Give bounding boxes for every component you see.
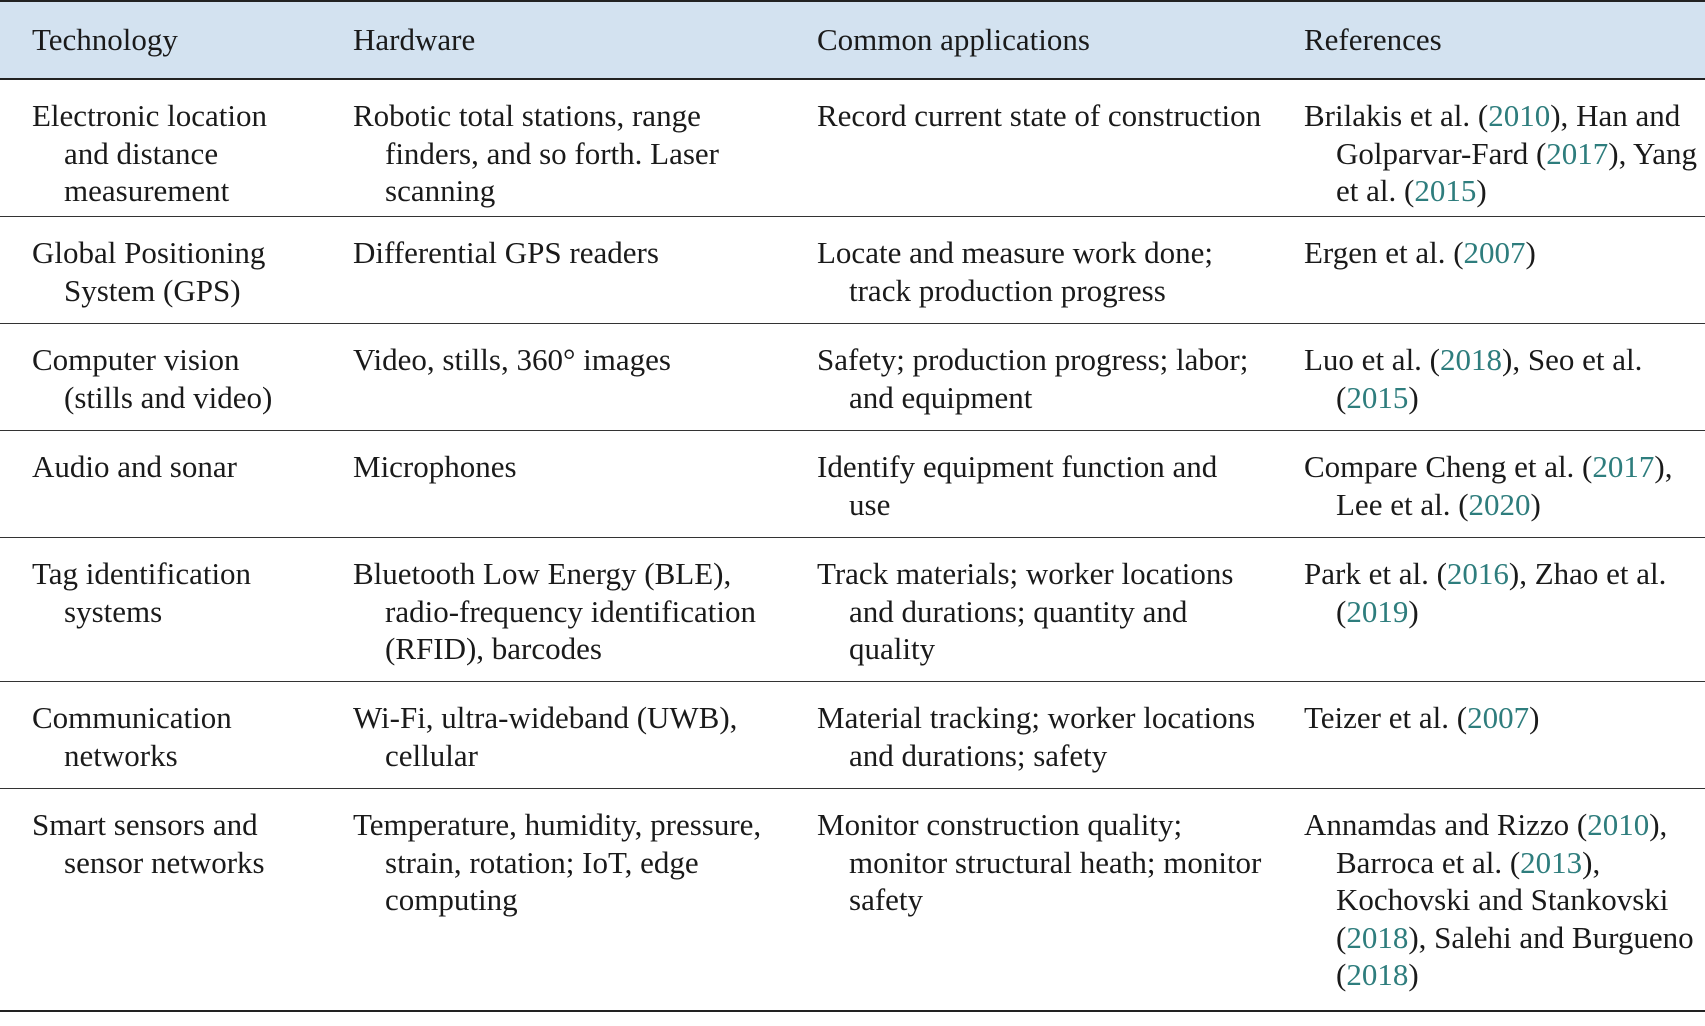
header-hardware: Hardware [353,22,476,58]
cell-applications [785,79,1272,217]
cell-hardware [321,324,785,431]
reference-year-link[interactable]: 2015 [1346,379,1409,415]
reference-close: ) [1408,593,1419,629]
reference-author: Park et al. ( [1304,556,1447,591]
cell-technology [0,682,321,789]
cell-hardware-text: Microphones [353,449,517,484]
reference-author: Annamdas and Rizzo ( [1304,807,1588,842]
cell-references [1272,431,1705,538]
cell-applications-text: Identify equipment function and use [817,449,1218,522]
cell-technology [0,217,321,324]
cell-hardware [321,79,785,217]
cell-applications-text: Record current state of construction [817,98,1262,133]
reference-year-link[interactable]: 2015 [1414,173,1477,208]
cell-applications-text: Material tracking; worker locations and durations; safety [817,700,1256,773]
header-references: References [1304,22,1442,58]
reference-year-link[interactable]: 2019 [1346,593,1409,629]
cell-applications [785,682,1272,789]
reference-author: Zhao et al. ( [1336,556,1667,629]
reference-author: Han and Golparvar-Fard ( [1336,98,1681,171]
cell-hardware-text: Temperature, humidity, pressure, strain, rotation; IoT, edge computing [353,807,762,917]
cell-hardware-text: Bluetooth Low Energy (BLE), radio-frequency identification (RFID), barcodes [353,556,756,666]
reference-author: Salehi and Burgueno ( [1336,919,1694,992]
cell-hardware [321,682,785,789]
reference-author: Yang et al. ( [1336,135,1697,208]
reference-year-link[interactable]: 2007 [1467,700,1530,735]
cell-technology-text: Electronic location and distance measurement [32,98,267,208]
table-row [0,79,1705,217]
references-text [1304,97,1699,210]
header-common-applications: Common applications [817,22,1090,58]
cell-applications-text: Safety; production progress; labor; and equipment [817,342,1249,415]
table-header-row [0,1,1705,79]
reference-year-link[interactable]: 2018 [1346,957,1409,992]
reference-close: ) [1476,173,1487,208]
cell-references [1272,79,1705,217]
cell-applications [785,789,1272,1012]
cell-hardware-text: Video, stills, 360° images [353,342,671,377]
cell-references [1272,324,1705,431]
reference-author: Seo et al. ( [1336,342,1643,415]
cell-applications [785,538,1272,682]
reference-author: Luo et al. ( [1304,342,1441,377]
reference-author: Kochovski and Stankovski ( [1336,882,1669,955]
cell-hardware [321,217,785,324]
cell-applications-text: Track materials; worker locations and durations; quantity and quality [817,556,1234,666]
reference-year-link[interactable]: 2018 [1440,342,1503,377]
reference-year-link[interactable]: 2007 [1463,235,1526,270]
reference-year-link[interactable]: 2010 [1587,807,1650,842]
table-row [0,324,1705,431]
reference-year-link[interactable]: 2018 [1346,919,1409,955]
cell-technology-text: Global Positioning System (GPS) [32,235,266,308]
cell-references [1272,682,1705,789]
cell-references [1272,789,1705,1012]
references-text [1304,699,1699,737]
references-text [1304,341,1699,416]
cell-technology-text: Smart sensors and sensor networks [32,807,265,880]
reference-close: ), [1649,807,1668,842]
reference-year-link[interactable]: 2020 [1468,486,1531,522]
table-row [0,682,1705,789]
cell-technology [0,79,321,217]
references-text [1304,234,1699,272]
table-row [0,789,1705,1012]
reference-author: Ergen et al. ( [1304,235,1464,270]
cell-technology [0,789,321,1012]
reference-close: ), [1608,135,1627,171]
reference-author: Teizer et al. ( [1304,700,1468,735]
reference-close: ), [1502,342,1521,377]
cell-references [1272,538,1705,682]
reference-close: ), [1408,919,1427,955]
cell-hardware-text: Wi-Fi, ultra-wideband (UWB), cellular [353,700,738,773]
cell-technology [0,538,321,682]
reference-close: ) [1530,486,1541,522]
reference-year-link[interactable]: 2017 [1546,135,1609,171]
reference-close: ), [1550,98,1569,133]
cell-hardware-text: Robotic total stations, range finders, and so forth. Laser scanning [353,98,720,208]
reference-close: ), [1654,449,1673,484]
header-technology: Technology [32,22,178,58]
reference-close: ), [1582,844,1601,880]
reference-author: Brilakis et al. ( [1304,98,1489,133]
cell-technology-text: Communication networks [32,700,232,773]
cell-technology-text: Audio and sonar [32,449,237,484]
reference-author: Compare Cheng et al. ( [1304,449,1593,484]
cell-technology [0,324,321,431]
reference-year-link[interactable]: 2010 [1488,98,1551,133]
reference-close: ), [1508,556,1527,591]
reference-author: Barroca et al. ( [1336,844,1521,880]
cell-hardware-text: Differential GPS readers [353,235,659,270]
table-row [0,217,1705,324]
reference-close: ) [1525,235,1536,270]
cell-applications-text: Locate and measure work done; track production progress [817,235,1213,308]
cell-hardware [321,789,785,1012]
cell-technology [0,431,321,538]
references-text [1304,555,1699,630]
table-row [0,538,1705,682]
reference-close: ) [1408,957,1419,992]
cell-technology-text: Tag identification systems [32,556,252,629]
cell-applications [785,324,1272,431]
references-text [1304,448,1699,523]
reference-year-link[interactable]: 2016 [1446,556,1509,591]
cell-applications [785,431,1272,538]
cell-technology-text: Computer vision (stills and video) [32,342,273,415]
cell-applications [785,217,1272,324]
reference-close: ) [1529,700,1540,735]
reference-year-link[interactable]: 2013 [1520,844,1583,880]
cell-applications-text: Monitor construction quality; monitor structural heath; monitor safety [817,807,1262,917]
table-row [0,431,1705,538]
cell-references [1272,217,1705,324]
cell-hardware [321,538,785,682]
reference-author: Lee et al. ( [1336,486,1469,522]
reference-year-link[interactable]: 2017 [1592,449,1655,484]
references-text [1304,806,1699,994]
cell-hardware [321,431,785,538]
reference-close: ) [1408,379,1419,415]
